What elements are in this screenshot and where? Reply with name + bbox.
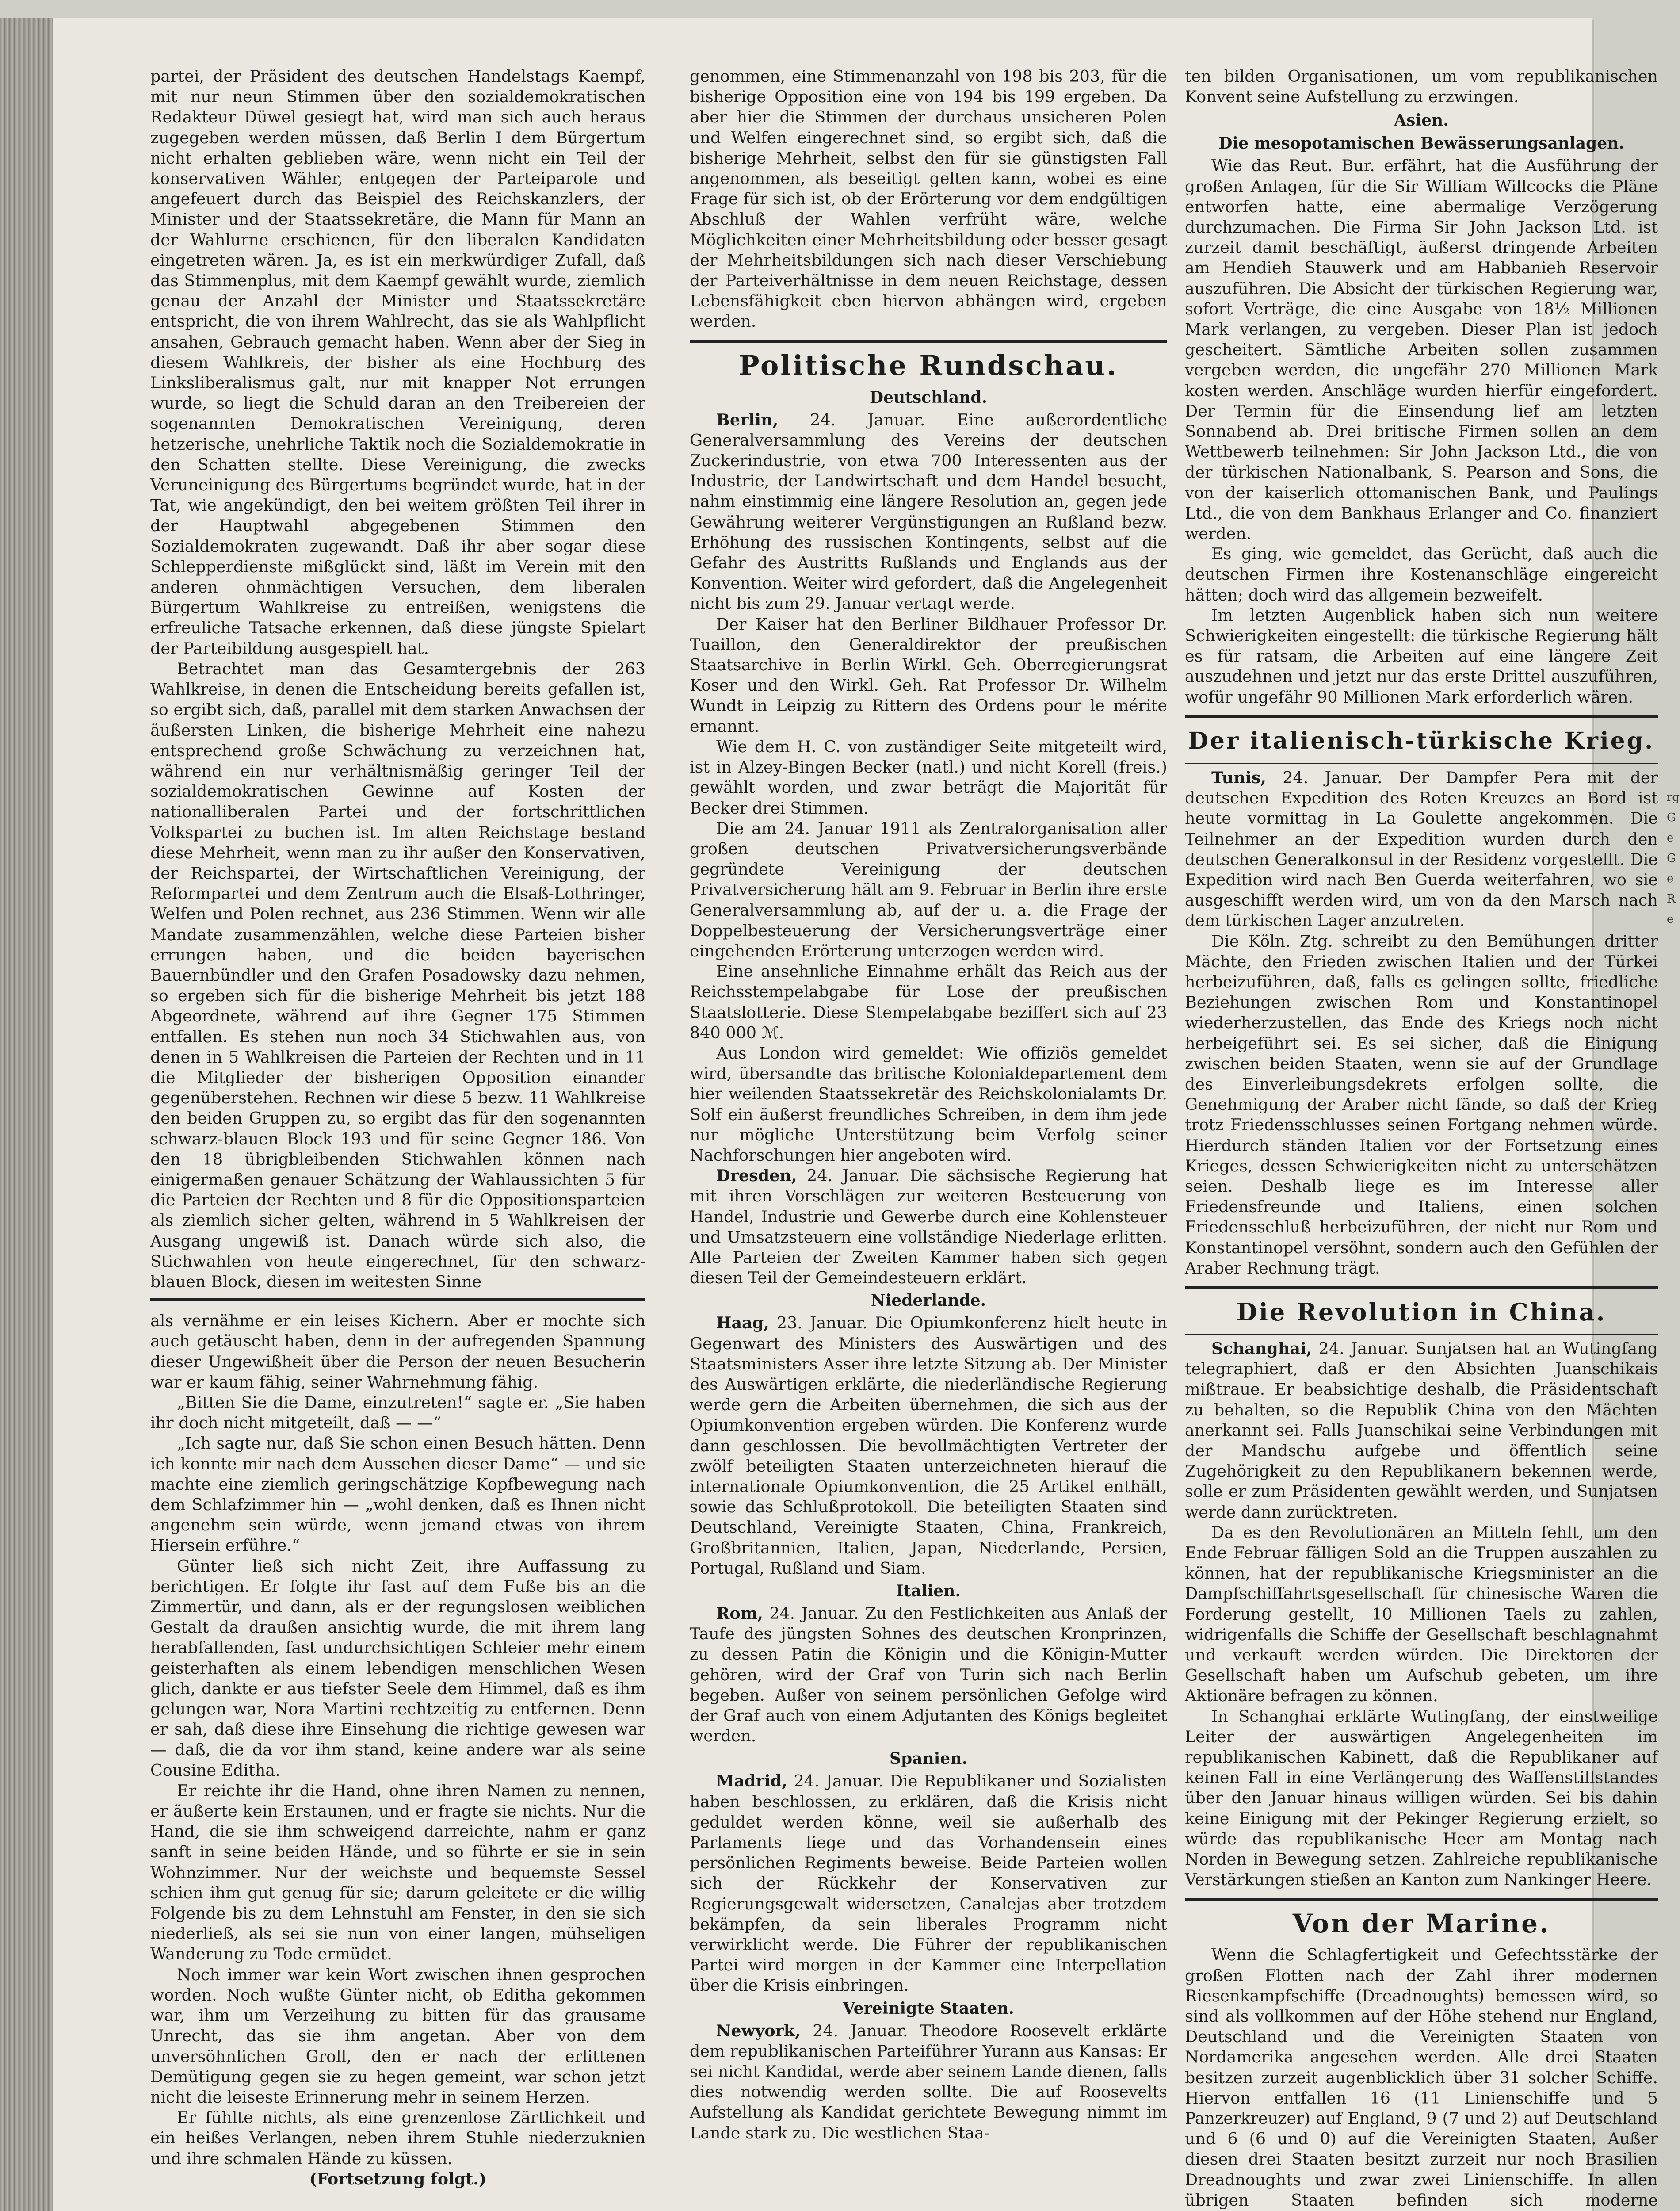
news-text: 24. Januar. Sunjatsen hat an Wutingfang telegraphiert, daß er den Absichten Juanschikais mißtraue. Er beabsichtige deshalb, die Präsidentschaft zu behalten, so die Republik China von den Mächten anerkannt sei. Falls Juanschikai seine Verbindungen mit der Mandschu aufgebe und öffentlich seine Zugehörigkeit zu den Republikanern bekennen werde, solle er zum Präsidenten gewählt werden, und Sunjatsen werde dann zurücktreten. [1185,1339,1658,1522]
news-text: 24. Januar. Die Republikaner und Sozialisten haben beschlossen, zu erklären, daß die Krisis nicht geduldet werden könne, weil sie außerhalb des Parlaments liege und das Vorhandensein eines persönlichen Regiments beweise. Beide Parteien wollen sich der Rückkehr der Konservativen zur Regierungsgewalt widersetzen, Canalejas aber trotzdem bekämpfen, da sein liberales Programm nicht verwirklicht werde. Die Führer der republikanischen Partei wird morgen in der Kammer eine Interpellation über die Krisis einbringen. [690,1771,1167,1995]
section-divider [1185,1286,1658,1289]
news-item: Die am 24. Januar 1911 als Zentralorganisation aller großen deutschen Privatversicherungsverbände gegründete Vereinigung der deutschen Privatversicherung hält am 9. Februar in Berlin ihre erste Generalversammlung ab, auf der u. a. die Frage der Doppelbesteuerung der Versicherungsverträge einer eingehenden Erörterung unterzogen werden wird. [690,819,1167,960]
article-text: Betrachtet man das Gesamtergebnis der 263 Wahlkreise, in denen die Entscheidung bereits gefallen ist, so ergibt sich, daß, parallel mit dem starken Anwachsen der äußersten Linken, die bisherige Mehrheit eine nahezu entsprechend große Schwächung zu verzeichnen hat, während ein nur verhältnismäßig geringer Teil der sozialdemokratischen Gewinne auf Kosten der nationalliberalen Partei und der fortschrittlichen Volkspartei zu buchen ist. Im alten Reichstage bestand diese Mehrheit, wenn man zu ihr außer den Konservativen, der Reichspartei, der Wirtschaftlichen Vereinigung, der Reformpartei und dem Zentrum auch die Elsaß-Lothringer, Welfen und Polen rechnet, aus 236 Stimmen. Wenn wir alle Mandate zusammenzählen, welche diese Parteien bisher errungen haben, und die beiden bayerischen Bauernbündler und den Grafen Posadowsky dazu nehmen, so ergeben sich für die bisherige Mehrheit bis jetzt 188 Abgeordnete, während auf ihre Gegner 175 Stimmen entfallen. Es stehen nun noch 34 Stichwahlen aus, von denen in 5 Wahlkreisen die Parteien der Rechten und in 11 die Mitglieder der bisherigen Opposition einander gegenüberstehen. Rechnen wir diese 5 bezw. 11 Wahlkreise den beiden Gruppen zu, so ergibt das für den sogenannten schwarz-blauen Block 193 und für seine Gegner 186. Von den 18 übrigbleibenden Stichwahlen können nach einigermaßen genauer Schätzung der Wahlaussichten 5 für die Parteien der Rechten und 8 für die Oppositionsparteien als ziemlich sicher gelten, während in 5 Wahlkreisen der Ausgang ungewiß ist. Danach würde sich also, die Stichwahlen von heute eingerechnet, für den schwarz-blauen Block, diesen im weitesten Sinne [150,659,645,1291]
article-subheading: Die mesopotamischen Bewässerungsanlagen. [1218,134,1624,153]
column-3 [1185,66,1658,2211]
dateline: Newyork, [716,2021,801,2040]
news-item [690,1166,1167,1288]
novel-text: als vernähme er ein leises Kichern. Aber er mochte sich auch getäuscht haben, denn in der aufregenden Spannung dieser Ungewißheit über die Person der neuen Besucherin war er kaum fähig, seiner Wahrnehmung fähig. [150,1311,645,1392]
news-item: In Schanghai erklärte Wutingfang, der einstweilige Leiter der auswärtigen Angelegenheiten im republikanischen Kabinett, daß die Republikaner auf keinen Fall in eine Verlängerung des Waffenstillstandes über den Januar hinaus willigen würden. Sei bis dahin keine Einigung mit der Pekinger Regierung erzielt, so würde das republikanische Heer am Montag nach Norden in Bewegung setzen. Zahlreiche republikanische Verstärkungen stießen an Kanton zum Nankinger Heere. [1185,1706,1658,1890]
section-divider [1185,1334,1658,1335]
country-heading: Deutschland. [869,388,988,407]
novel-text: Günter ließ sich nicht Zeit, ihre Auffassung zu berichtigen. Er folgte ihr fast auf dem Fuße bis an die Zimmertür, und dann, als er der regungslosen weiblichen Gestalt da draußen ansichtig wurde, die mit ihrem lang herabfallenden, fast undurchsichtigen Schleier mehr einem geisterhaften als einem lebendigen menschlichen Wesen glich, dankte er aus tiefster Seele dem Himmel, daß es ihm gelungen war, Nora Martini rechtzeitig zu entfernen. Denn er sah, daß diese ihre Einsehung die richtige gewesen war — daß, die da vor ihm stand, keine andere war als seine Cousine Editha. [150,1556,645,1780]
newspaper-page [53,18,1680,2211]
dateline: Dresden, [716,1166,797,1186]
news-item [1185,1339,1658,1522]
news-item: Wie dem H. C. von zuständiger Seite mitgeteilt wird, ist in Alzey-Bingen Becker (natl.) und nicht Korell (freis.) gewählt worden, und zwar beträgt die Majorität für Becker drei Stimmen. [690,737,1167,818]
novel-text: Er fühlte nichts, als eine grenzenlose Zärtlichkeit und ein heißes Verlangen, neben ihrem Stuhle niederzuknien und ihre schmalen Hände zu küssen. [150,2108,645,2168]
news-item: Eine ansehnliche Einnahme erhält das Reich aus der Reichsstempelabgabe für Lose der preußischen Staatslotterie. Diese Stempelabgabe beziffert sich auf 23 840 000 ℳ. [690,962,1167,1042]
dateline: Rom, [716,1604,764,1623]
news-text: 24. Januar. Der Dampfer Pera mit der deutschen Expedition des Roten Kreuzes an Bord ist heute vormittag in La Goulette angekommen. Die Teilnehmer an der Expedition wurden durch den deutschen Generalkonsul in der Residenz vorgestellt. Die Expedition wird nach Ben Guerda weiterfahren, wo sie ausgeschifft werden wird, um von da den Marsch nach dem türkischen Lager anzutreten. [1185,768,1658,930]
section-title: Der italienisch-türkische Krieg. [1188,727,1655,754]
section-divider [1185,715,1658,718]
section-divider [1185,1898,1658,1901]
news-item: Da es den Revolutionären an Mitteln fehlt, um den Ende Februar fälligen Sold an die Truppen auszahlen zu können, hat der republikanische Kriegsminister an die Dampfschiffahrtsgesellschaft für chinesische Waren die Forderung gestellt, 10 Millionen Taels zu zahlen, widrigenfalls die Schiffe der Gesellschaft beschlagnahmt und verkauft werden würden. Die Direktoren der Gesellschaft haben um Aufschub gebeten, um ihre Aktionäre befragen zu können. [1185,1522,1658,1706]
novel-text: Er reichte ihr die Hand, ohne ihren Namen zu nennen, er äußerte kein Erstaunen, und er fragte sie nichts. Nur die Hand, die sie ihm schweigend darreichte, nahm er ganz sanft in seine beiden Hände, und so führte er sie in sein Wohnzimmer. Nur der weichste und bequemste Sessel schien ihm gut genug für sie; darum geleitete er die willig Folgende bis zu dem Lehnstuhl am Fenster, in den sie sich niederließ, als sei sie nun von einer langen, mühseligen Wanderung zu Tode ermüdet. [150,1781,645,1964]
news-item: Wie das Reut. Bur. erfährt, hat die Ausführung der großen Anlagen, für die Sir William Willcocks die Pläne entworfen hatte, eine abermalige Verzögerung durchzumachen. Die Firma Sir John Jackson Ltd. ist zurzeit damit beschäftigt, äußerst dringende Arbeiten am Hendieh Stauwerk und am Habbanieh Reservoir auszuführen. Die Absicht der türkischen Regierung war, sofort Verträge, die eine Ausgabe von 18½ Millionen Mark verlangen, zu vergeben. Dieser Plan ist jedoch gescheitert. Sämtliche Arbeiten sollen zusammen vergeben werden, die ungefähr 270 Millionen Mark kosten werden. Anschläge wurden hierfür eingefordert. Der Termin für die Einsendung lief am letzten Sonnabend ab. Drei britische Firmen sollen an dem Wettbewerb teilnehmen: Sir John Jackson Ltd., die von der türkischen Nationalbank, S. Pearson and Sons, die von der kaiserlich ottomanischen Bank, und Paulings Ltd., die von dem Bankhaus Erlanger and Co. finanziert werden. [1185,156,1658,543]
news-text: 24. Januar. Die sächsische Regierung hat mit ihren Vorschlägen zur weiteren Besteuerung von Handel, Industrie und Gewerbe durch eine Kohlensteuer und Umsatzsteuern eine vollständige Niederlage erlitten. Alle Parteien der Zweiten Kammer haben sich gegen diesen Teil der Gemeindesteuern erklärt. [690,1166,1167,1288]
news-item: Die Köln. Ztg. schreibt zu den Bemühungen dritter Mächte, den Frieden zwischen Italien und der Türkei herbeizuführen, daß, falls es gelingen sollte, friedliche Beziehungen zwischen Rom und Konstantinopel wiederherzustellen, das Ende des Kriegs noch nicht herbeigeführt sei. Es sei sicher, daß die Einigung zwischen beiden Staaten, wenn sie auf der Grundlage des Einverleibungsdekrets erfolgen sollte, die Genehmigung der Araber nicht fände, so daß der Krieg trotz Friedensschlusses seinen Fortgang nehmen würde. Hierdurch ständen Italien vor der Fortsetzung eines Krieges, dessen Schwierigkeiten nicht zu unterschätzen seien. Deshalb liege es im Interesse aller Friedensfreunde und Italiens, einen solchen Friedensschluß herbeizuführen, der nicht nur Rom und Konstantinopel versöhnt, sondern auch den Gefühlen der Araber Rechnung trägt. [1185,931,1658,1278]
dateline: Berlin, [716,410,779,429]
news-item [690,410,1167,614]
article-text: ten bilden Organisationen, um vom republikanischen Konvent seine Aufstellung zu erzwingen. [1185,67,1658,107]
news-item: Aus London wird gemeldet: Wie offiziös gemeldet wird, übersandte das britische Kolonialdepartement dem hier weilenden Staatssekretär des Reichskolonialamts Dr. Solf ein äußerst freundliches Schreiben, in dem ihm jede nur mögliche Unterstützung beim Verfolg seiner Nachforschungen hier angeboten wird. [690,1043,1167,1165]
news-item: Es ging, wie gemeldet, das Gerücht, daß auch die deutschen Firmen ihre Kostenanschläge eingereicht hätten; doch wird das allgemein bezweifelt. [1185,544,1658,604]
novel-text: Noch immer war kein Wort zwischen ihnen gesprochen worden. Noch wußte Günter nicht, ob Editha gekommen war, ihm um Verzeihung zu bitten für das grausame Unrecht, das sie ihm angetan. Aber von dem unversöhnlichen Groll, den er nach der erlittenen Demütigung gegen sie zu hegen gemeint, war schon jetzt nicht die leiseste Erinnerung mehr in seinem Herzen. [150,1965,645,2107]
dateline: Haag, [716,1313,770,1333]
column-2 [690,66,1167,2143]
novel-text: „Bitten Sie die Dame, einzutreten!“ sagte er. „Sie haben ihr doch nicht mitgeteilt, daß — —“ [150,1393,645,1433]
column-1 [150,66,645,2189]
section-title: Die Revolution in China. [1236,1297,1607,1326]
country-heading: Niederlande. [871,1291,986,1310]
news-item: Wenn die Schlagfertigkeit und Gefechtsstärke der großen Flotten nach der Zahl ihrer modernen Riesenkampfschiffe (Dreadnoughts) bemessen wird, so sind als vollkommen auf der Höhe stehend nur England, Deutschland und die Vereinigten Staaten von Nordamerika angesehen werden. Alle drei Staaten besitzen zurzeit augenblicklich über 31 solcher Schiffe. Hiervon entfallen 16 (11 Linienschiffe und 5 Panzerkreuzer) auf England, 9 (7 und 2) auf Deutschland und 6 (6 und 0) auf die Vereinigten Staaten. Außer diesen drei Staaten besitzt zurzeit nur noch Brasilien Dreadnoughts und zwar zwei Linienschiffe. In allen übrigen Staaten befinden sich moderne [1185,1945,1658,2210]
dateline: Madrid, [716,1771,787,1791]
news-item [690,1313,1167,1579]
news-text: 24. Januar. Zu den Festlichkeiten aus Anlaß der Taufe des jüngsten Sohnes des deutschen Kronprinzen, zu dessen Patin die Königin und die Königin-Mutter gehören, wird der Graf von Turin sich nach Berlin begeben. Außer von seinem persönlichen Gefolge wird der Graf auch von einem Adjutanten des Königs begleitet werden. [690,1604,1167,1746]
country-heading: Vereinigte Staaten. [843,1999,1014,2018]
country-heading: Spanien. [890,1749,967,1768]
news-text: 23. Januar. Die Opiumkonferenz hielt heute in Gegenwart des Ministers des Auswärtigen und des Staatsministers Asser ihre letzte Sitzung ab. Der Minister des Auswärtigen erklärte, die niederländische Regierung werde gern die Arbeiten übernehmen, die sich aus der Opiumkonvention ergeben würden. Die Konferenz wurde dann geschlossen. Die bevollmächtigten Vertreter der zwölf beteiligten Staaten unterzeichneten hierauf die internationale Opiumkonvention, die 25 Artikel enthält, sowie das Schlußprotokoll. Die beteiligten Staaten sind Deutschland, Vereinigte Staaten, China, Frankreich, Großbritannien, Italien, Japan, Niederlande, Persien, Portugal, Rußland und Siam. [690,1313,1167,1578]
section-title: Von der Marine. [1292,1909,1550,1939]
adjacent-page-edge-text: rg Ge Ge Re [1667,791,1680,926]
news-item: Im letzten Augenblick haben sich nun weitere Schwierigkeiten eingestellt: die türkische Regierung hält es für ratsam, die Arbeiten auf eine längere Zeit auszudehnen und jetzt nur das erste Drittel auszuführen, wofür ungefähr 90 Millionen Mark erforderlich wären. [1185,605,1658,707]
section-divider [690,340,1167,343]
continuation-note: (Fortsetzung folgt.) [309,2169,487,2188]
news-item [690,2021,1167,2143]
news-item [1185,768,1658,931]
news-item [690,1771,1167,1996]
novel-text: „Ich sagte nur, daß Sie schon einen Besuch hätten. Denn ich konnte mir nach dem Aussehen dieser Dame“ — und sie machte eine ziemlich geringschätzige Kopfbewegung nach dem Schlafzimmer hin — „wohl denken, daß es Ihnen nicht angenehm sein würde, wenn jemand etwas von ihrem Hiersein erführe.“ [150,1434,645,1555]
news-item [690,1603,1167,1746]
section-divider [1185,763,1658,764]
news-text: 24. Januar. Eine außerordentliche Generalversammlung des Vereins der deutschen Zuckerindustrie, von etwa 700 Interessenten aus der Industrie, der Landwirtschaft und dem Handel besucht, nahm einstimmig eine längere Resolution an, gegen jede Gewährung weiterer Vergünstigungen an Rußland bezw. Erhöhung des russischen Kontingents, selbst auf die Gefahr des Austritts Rußlands und Englands aus der Konvention. Weiter wird gefordert, daß die Angelegenheit nicht bis zum 29. Januar vertagt werde. [690,410,1167,613]
feuilleton-divider [150,1298,645,1304]
news-item: Der Kaiser hat den Berliner Bildhauer Professor Dr. Tuaillon, den Generaldirektor der preußischen Staatsarchive in Berlin Wirkl. Geh. Oberregierungsrat Koser und den Wirkl. Geh. Rat Professor Dr. Wilhelm Wundt in Leipzig zu Rittern des Ordens pour le mérite ernannt. [690,614,1167,736]
country-heading: Italien. [896,1582,961,1601]
dateline: Tunis, [1211,768,1267,787]
dateline: Schanghai, [1211,1339,1312,1358]
article-text: genommen, eine Stimmenanzahl von 198 bis 203, für die bisherige Opposition eine von 194 bis 199 ergeben. Da aber hier die Stimmen der durchaus unsicheren Polen und Welfen eingerechnet sind, so ergibt sich, daß die bisherige Mehrheit, selbst den für sie günstigsten Fall angenommen, als beseitigt gelten kann, wobei es eine Frage für sich ist, ob der Erörterung vor dem endgültigen Abschluß der Wahlen verfrüht wäre, welche Möglichkeiten einer Mehrheitsbildung oder besser gesagt der Mehrheitsbildungen sich nach dieser Verschiebung der Parteiverhältnisse in dem neuen Reichstage, dessen Lebensfähigkeit eben hiervon abhängen wird, ergeben werden. [690,67,1167,331]
article-text: partei, der Präsident des deutschen Handelstags Kaempf, mit nur neun Stimmen über den sozialdemokratischen Redakteur Düwel gesiegt hat, wird man sich auch heraus zugegeben werden müssen, daß Berlin I dem Bürgertum nicht erhalten geblieben wäre, wenn nicht ein Teil der konservativen Wähler, entgegen der Parteiparole und angefeuert durch das Beispiel des Reichskanzlers, der Minister und der Staatssekretäre, die Mann für Mann an der Wahlurne erschienen, für den liberalen Kandidaten eingetreten wären. Ja, es ist ein merkwürdiger Zufall, daß das Stimmenplus, mit dem Kaempf gewählt wurde, ziemlich genau der Anzahl der Minister und Staatssekretäre entspricht, die von ihrem Wahlrecht, das sie als Wahlpflicht ansahen, Gebrauch gemacht haben. Wenn aber der Sieg in diesem Wahlkreis, der bisher als eine Hochburg des Linksliberalismus galt, nur mit knapper Not errungen wurde, so liegt die Schuld daran an den Treibereien der sogenannten Demokratischen Vereinigung, deren hetzerische, unehrliche Taktik noch die Sozialdemokratie in den Schatten stellte. Diese Vereinigung, die zwecks Veruneinigung des Bürgertums begründet wurde, hat in der Tat, wie angekündigt, den bei weitem größten Teil ihrer in der Hauptwahl abgegebenen Stimmen den Sozialdemokraten zugewandt. Daß ihr aber sogar diese Schlepperdienste mißglückt sind, läßt im Verein mit den anderen ohnmächtigen Versuchen, dem liberalen Bürgertum Wahlkreise zu entreißen, wenigstens die erfreuliche Tatsache erkennen, daß diese jüngste Spielart der Parteibildung ausgespielt hat. [150,67,645,658]
country-heading: Asien. [1394,111,1449,130]
news-text: 24. Januar. Theodore Roosevelt erklärte dem republikanischen Parteiführer Yurann aus Kansas: Er sei nicht Kandidat, werde aber seinem Lande dienen, falls dies notwendig werden sollte. Die auf Roosevelts Aufstellung als Kandidat gerichtete Bewegung nimmt im Lande stark zu. Die westlichen Staa- [690,2021,1167,2142]
book-binding-edge [0,18,53,2211]
section-title: Politische Rundschau. [739,349,1118,382]
